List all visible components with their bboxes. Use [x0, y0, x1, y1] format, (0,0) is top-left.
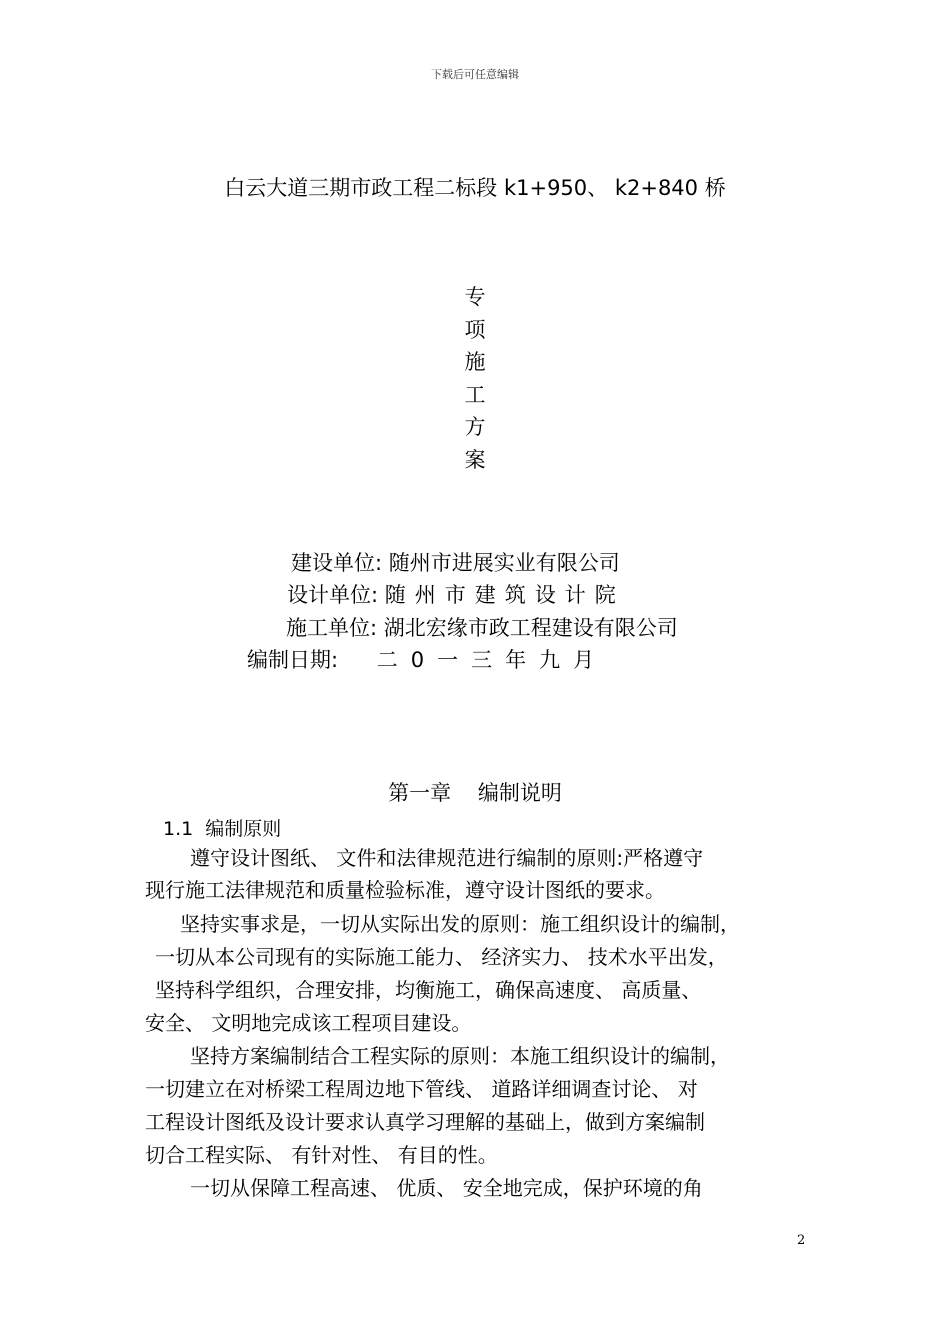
- info-date: [247, 645, 607, 675]
- body-line: 坚持方案编制结合工程实际的原则：本施工组织设计的编制，: [190, 1044, 730, 1068]
- document-title: 白云大道三期市政工程二标段 k1+950、 k2+840 桥: [224, 176, 726, 200]
- chapter-heading: 第一章 编制说明: [388, 781, 562, 805]
- vertical-title-char: 案: [464, 447, 486, 472]
- section-heading: 1.1 编制原则: [163, 818, 282, 840]
- contractor-value: 湖北宏缘市政工程建设有限公司: [383, 616, 678, 640]
- body-line: 一切建立在对桥梁工程周边地下管线、 道路详细调查讨论、 对: [145, 1077, 698, 1101]
- page-number: 2: [797, 1233, 806, 1248]
- body-line: 现行施工法律规范和质量检验标准，遵守设计图纸的要求。: [145, 878, 665, 902]
- designer-value: 随州市建筑设计院: [384, 583, 625, 607]
- body-line: 坚持科学组织，合理安排，均衡施工，确保高速度、 高质量、: [155, 978, 702, 1002]
- body-line: 切合工程实际、 有针对性、 有目的性。: [145, 1143, 498, 1167]
- vertical-title-char: 专: [464, 285, 486, 309]
- info-designer: [287, 580, 625, 610]
- vertical-title-char: 施: [464, 350, 486, 374]
- body-line: 遵守设计图纸、 文件和法律规范进行编制的原则:严格遵守: [190, 846, 704, 870]
- page-header-note: 下载后可任意编辑: [431, 68, 519, 81]
- body-line: 安全、 文明地完成该工程项目建设。: [145, 1011, 472, 1035]
- date-value: 二0一三年九月: [376, 648, 608, 672]
- vertical-title-char: 方: [464, 415, 486, 439]
- body-line: 坚持实事求是，一切从实际出发的原则：施工组织设计的编制，: [180, 912, 740, 936]
- vertical-title-char: 项: [464, 317, 486, 342]
- body-line: 工程设计图纸及设计要求认真学习理解的基础上，做到方案编制: [145, 1110, 705, 1134]
- builder-value: 随州市进展实业有限公司: [388, 551, 620, 575]
- builder-label: 建设单位:: [291, 551, 383, 575]
- info-contractor: [286, 613, 678, 643]
- designer-label: 设计单位:: [287, 583, 379, 607]
- vertical-title-char: 工: [464, 382, 486, 407]
- info-builder: [291, 548, 620, 578]
- vertical-title: [455, 281, 495, 476]
- date-label: 编制日期:: [247, 648, 339, 672]
- body-line: 一切从本公司现有的实际施工能力、 经济实力、 技术水平出发，: [155, 945, 728, 969]
- body-line: 一切从保障工程高速、 优质、 安全地完成，保护环境的角: [190, 1176, 703, 1200]
- contractor-label: 施工单位:: [286, 616, 378, 640]
